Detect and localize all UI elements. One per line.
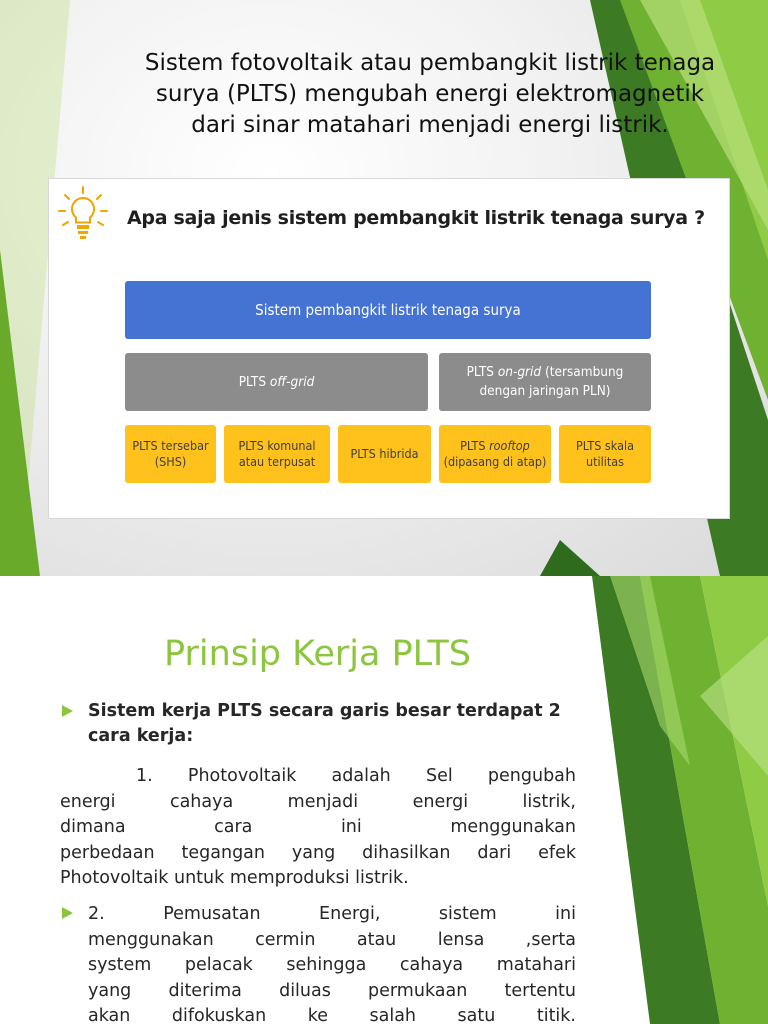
bullet-1-text: Sistem kerja PLTS secara garis besar terdapat 2 cara kerja: bbox=[88, 701, 561, 746]
slide-1-title: Sistem fotovoltaik atau pembangkit listrik tenaga surya (PLTS) mengubah energi elektromagnetik dari sinar matahari menjadi energi listrik. bbox=[144, 50, 716, 138]
on-grid-box: PLTS on-grid (tersambung dengan jaringan PLN) bbox=[439, 353, 651, 411]
lightbulb-icon bbox=[57, 185, 109, 243]
type-box-utilitas: PLTS skala utilitas bbox=[559, 425, 651, 483]
type-box-komunal: PLTS komunal atau terpusat bbox=[224, 425, 330, 483]
slide-2 bbox=[0, 576, 768, 1024]
type-box-tersebar: PLTS tersebar (SHS) bbox=[125, 425, 216, 483]
bullet-arrow-icon bbox=[62, 907, 73, 919]
bullet-arrow-icon bbox=[62, 705, 73, 717]
type-box-rooftop: PLTS rooftop (dipasang di atap) bbox=[439, 425, 551, 483]
slide-2-title: Prinsip Kerja PLTS bbox=[164, 634, 471, 674]
paragraph-photovoltaik: 1. Photovoltaik adalah Sel pengubah energi cahaya menjadi energi listrik, dimana cara ini menggunakan perbedaan tegangan yang dihasilkan dari efek Photovoltaik untuk memproduksi listrik. bbox=[60, 766, 576, 888]
off-grid-box: PLTS off-grid bbox=[125, 353, 428, 411]
infographic-card bbox=[48, 178, 730, 519]
type-box-hibrida: PLTS hibrida bbox=[338, 425, 431, 483]
bullet-2-text: 2. Pemusatan Energi, sistem ini menggunakan cermin atau lensa ,serta system pelacak sehingga cahaya matahari yang diterima diluas permukaan tertentu akan difokuskan ke salah satu titik. bbox=[88, 904, 576, 1024]
root-box: Sistem pembangkit listrik tenaga surya bbox=[125, 281, 651, 339]
infographic-heading: Apa saja jenis sistem pembangkit listrik tenaga surya ? bbox=[127, 207, 705, 229]
